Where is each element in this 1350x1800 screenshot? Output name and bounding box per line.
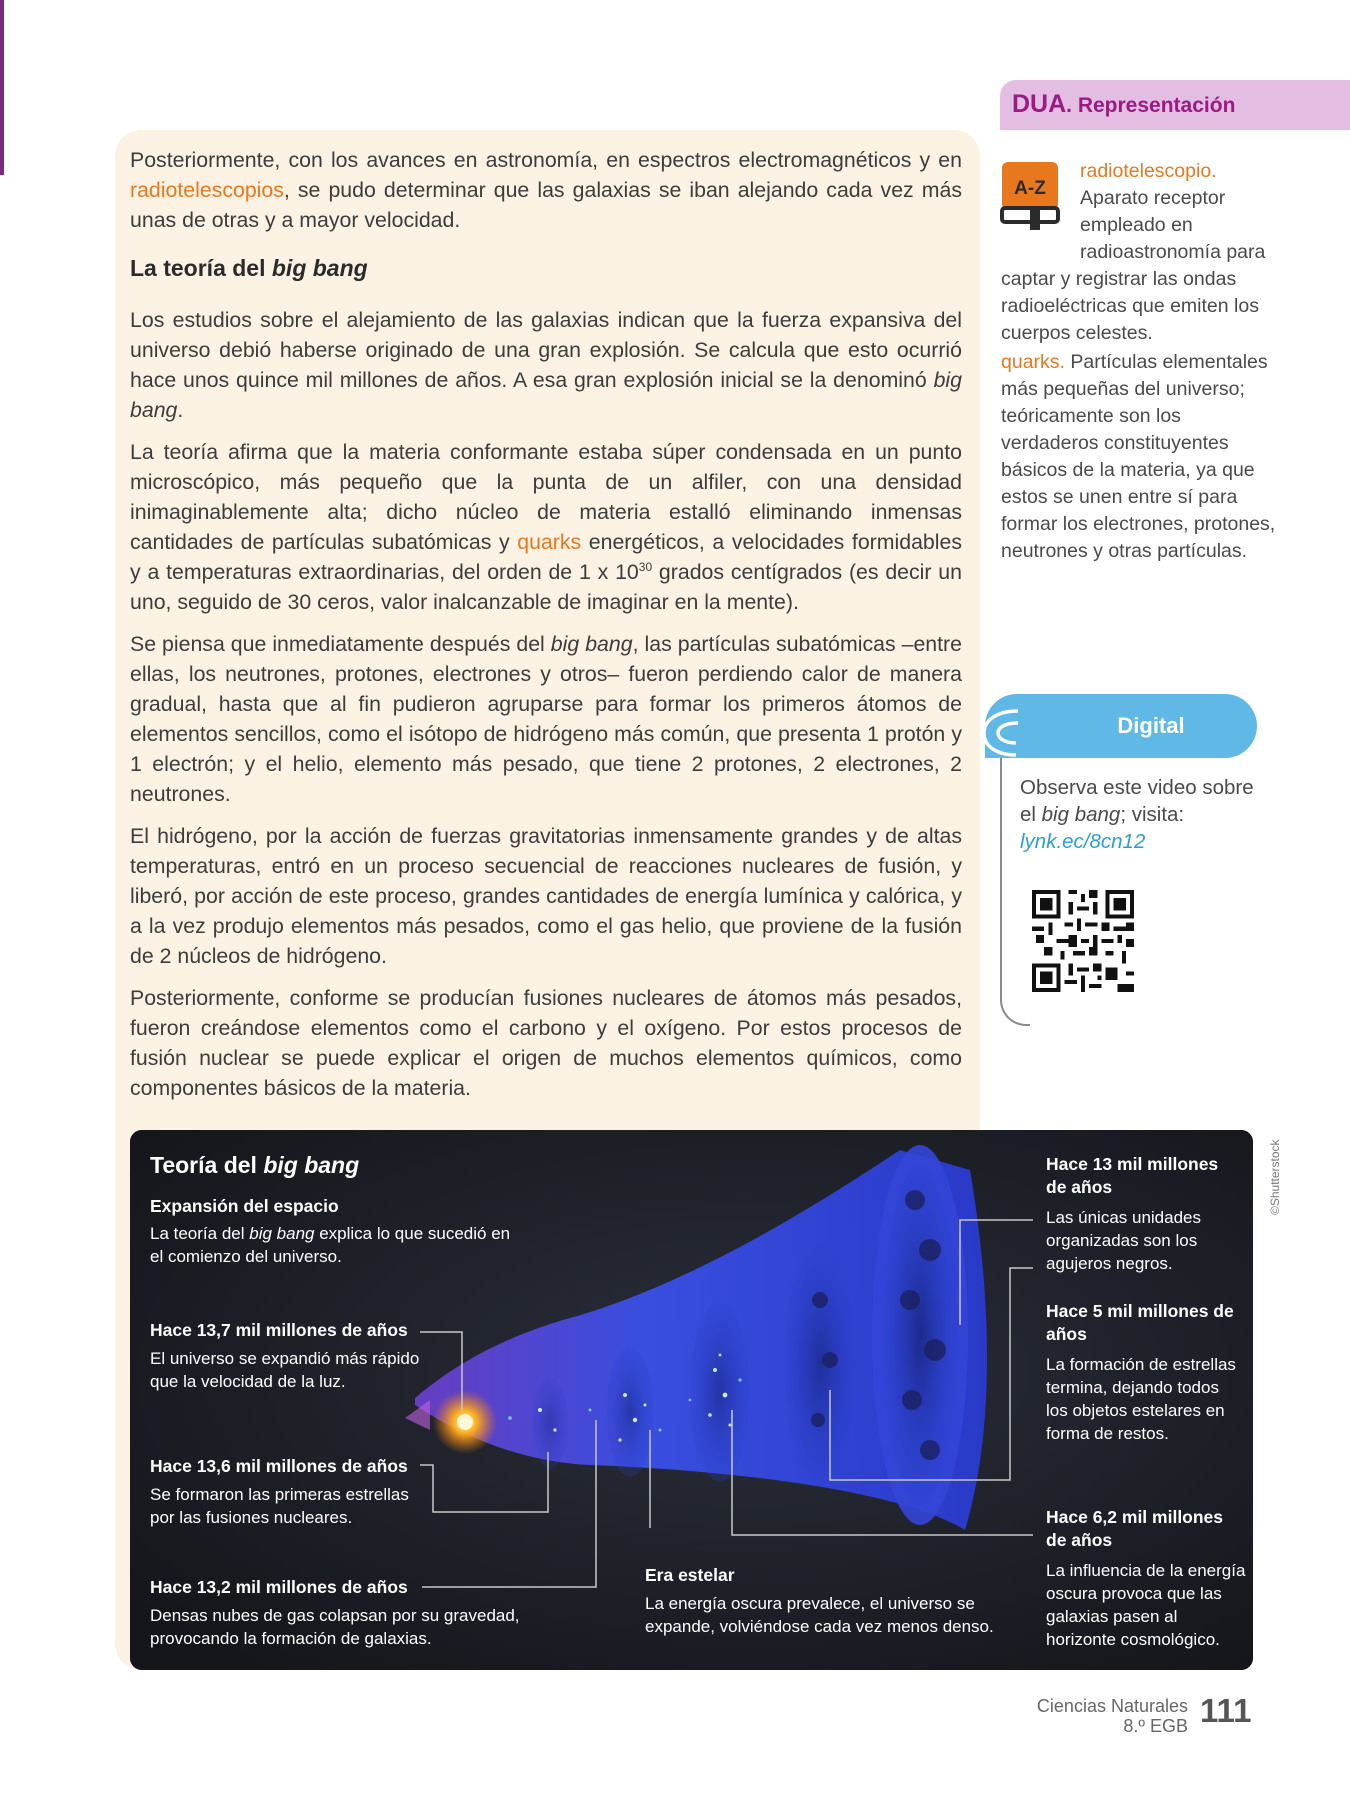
stage-6-2-heading: Hace 6,2 mil millones de años [1046, 1507, 1224, 1550]
glossary-def-radiotelescopio: captar y registrar las ondas radioeléctricas que emiten los cuerpos celestes. [1001, 268, 1259, 344]
paragraph-1: Posteriormente, con los avances en astronomía, en espectros electromagnéticos y en radiotelescopios, se pudo determinar que las galaxias se iban alejando cada vez más unas de otras y a mayor velocidad. [130, 148, 962, 232]
stage-13-6-text: Se formaron las primeras estrellas por las fusiones nucleares. [150, 1485, 409, 1527]
dua-header [1000, 80, 1350, 130]
digital-tab: Digital [985, 694, 1257, 758]
video-link[interactable]: lynk.ec/8cn12 [1020, 830, 1146, 853]
expansion-heading: Expansión del espacio [150, 1196, 339, 1216]
qr-code[interactable] [1032, 890, 1134, 992]
stellar-era-heading: Era estelar [645, 1565, 735, 1585]
stage-13-2-heading: Hace 13,2 mil millones de años [150, 1577, 408, 1597]
stage-5-heading: Hace 5 mil millones de años [1046, 1301, 1234, 1344]
stage-5-text: La formación de estrellas termina, dejando todos los objetos estelares en forma de restos. [1046, 1355, 1236, 1443]
dua-subtitle: . Representación [1066, 94, 1236, 117]
digital-swirl-icon [978, 705, 1028, 761]
infographic-title: Teoría del big bang [150, 1152, 360, 1178]
paragraph-2: Los estudios sobre el alejamiento de las galaxias indican que la fuerza expansiva del universo debió haberse originado de una gran explosión. Se calcula que esto ocurrió hace unos quince mil millones de años. A esa gran explosión inicial se la denominó big bang. [130, 308, 962, 422]
glossary-def-quarks: Partículas elementales más pequeñas del universo; teóricamente son los verdaderos constituyentes básicos de la materia, ya que estos se unen entre sí para formar los electrones, protones, neutrones y otras partículas. [1001, 351, 1276, 562]
expansion-text: La teoría del big bang explica lo que sucedió en el comienzo del universo. [150, 1224, 511, 1266]
stage-13-7-text: El universo se expandió más rápido que la velocidad de la luz. [150, 1349, 420, 1391]
stage-13-text: Las únicas unidades organizadas son los agujeros negros. [1046, 1208, 1202, 1273]
dictionary-icon-label: A-Z [1014, 178, 1046, 199]
glossary-term-quarks: quarks. [1001, 351, 1065, 373]
left-edge-bar [0, 0, 4, 175]
big-bang-infographic [130, 1130, 1253, 1670]
stage-13-7-heading: Hace 13,7 mil millones de años [150, 1320, 408, 1340]
stage-6-2-text: La influencia de la energía oscura provoca que las galaxias pasen al horizonte cosmológico. [1046, 1561, 1246, 1649]
main-text [130, 145, 962, 1115]
glossary [1001, 158, 1283, 565]
term-quarks: quarks [517, 530, 582, 554]
stage-13-2-text: Densas nubes de gas colapsan por su gravedad, provocando la formación de galaxias. [150, 1606, 520, 1648]
stage-13-6-heading: Hace 13,6 mil millones de años [150, 1456, 408, 1476]
paragraph-5: El hidrógeno, por la acción de fuerzas gravitatorias inmensamente grandes y de altas temperaturas, entró en un proceso secuencial de reacciones nucleares de fusión, y liberó, por acción de este proceso, grandes cantidades de energía lumínica y calórica, y a la vez produjo elementos más pesados, como el gas helio, que proviene de la fusión de 2 núcleos de hidrógeno. [130, 824, 962, 968]
glossary-def-line: empleado en [1080, 214, 1193, 236]
footer-subject: Ciencias Naturales [1036, 1696, 1188, 1716]
image-credit: ©Shutterstock [1268, 1139, 1282, 1215]
stellar-era-text: La energía oscura prevalece, el universo se expande, volviéndose cada vez menos denso. [645, 1594, 994, 1636]
paragraph-4: Se piensa que inmediatamente después del big bang, las partículas subatómicas –entre ellas, los neutrones, protones, electrones y otros– fueron perdiendo calor de manera gradual, hasta que al fin pudieron agruparse para formar los primeros átomos de elementos sencillos, como el isótopo de hidrógeno más común, que presenta 1 protón y 1 electrón; y el helio, elemento más pesado, que tiene 2 protones, 2 electrones, 2 neutrones. [130, 632, 962, 806]
glossary-term-radiotelescopio: radiotelescopio. [1080, 160, 1217, 182]
section-heading: La teoría del big bang [130, 255, 368, 281]
stage-13-heading: Hace 13 mil millones de años [1046, 1154, 1219, 1197]
paragraph-3: La teoría afirma que la materia conformante estaba súper condensada en un punto microscópico, más pequeño que la punta de un alfiler, con una densidad inimaginablemente alta; dicho núcleo de materia estalló eliminando inmensas cantidades de partículas subatómicas y quarks energéticos, a velocidades formidables y a temperaturas extraordinarias, del orden de 1 x $10^{30}$ grados centígrados (es decir un uno, seguido de 30 ceros, valor inalcanzable de imaginar en la mente). [130, 440, 962, 614]
paragraph-6: Posteriormente, conforme se producían fusiones nucleares de átomos más pesados, fueron creándose elementos como el carbono y el oxígeno. Por estos procesos de fusión nuclear se puede explicar el origen de muchos elementos químicos, como componentes básicos de la materia. [130, 986, 962, 1100]
dua-title: DUA [1012, 90, 1067, 118]
footer-grade: 8.º EGB [1123, 1716, 1188, 1736]
digital-text: Observa este video sobre el big bang; visita: lynk.ec/8cn12 [1020, 776, 1254, 853]
term-radiotelescopios: radiotelescopios [130, 178, 284, 202]
glossary-def-line: radioastronomía para [1080, 241, 1266, 263]
page-number: 111 [1200, 1692, 1252, 1729]
glossary-def-line: Aparato receptor [1080, 187, 1226, 209]
